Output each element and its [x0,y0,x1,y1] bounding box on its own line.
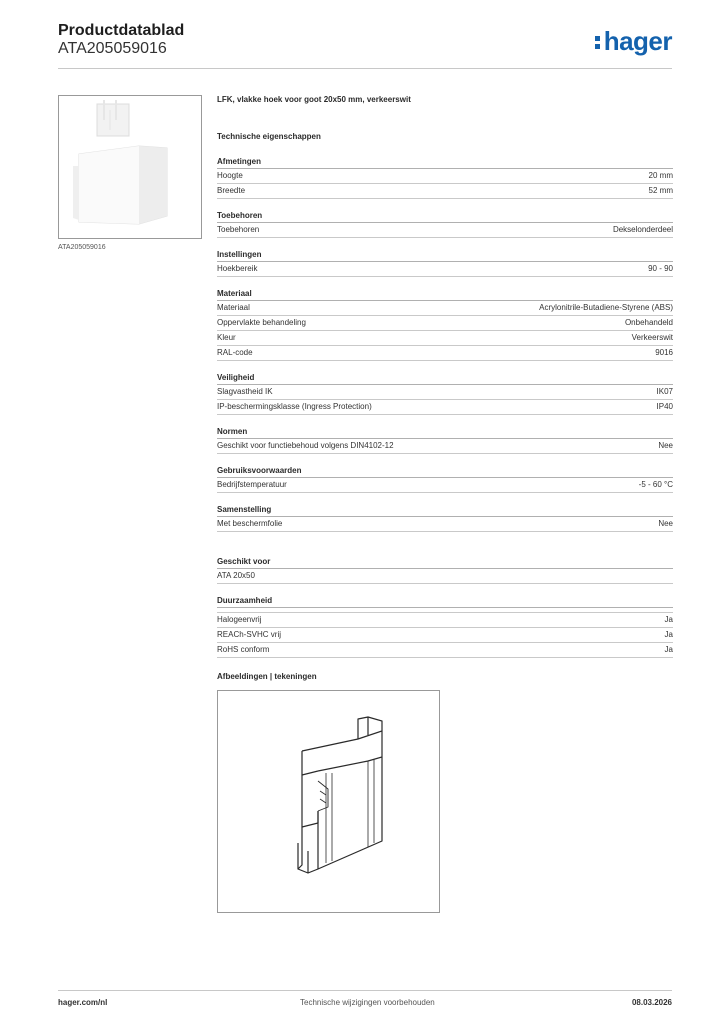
spec-row [217,223,673,238]
spec-row [217,301,673,316]
group-title: Materiaal [217,287,673,301]
spec-row [217,612,673,628]
group-title: Toebehoren [217,209,673,223]
spec-row [217,331,673,346]
spec-value: Onbehandeld [624,318,673,327]
technical-drawing [217,690,440,913]
spec-value: Ja [664,630,673,639]
spec-value: Dekselonderdeel [612,225,673,234]
spec-group-afmetingen [217,155,673,199]
spec-row [217,517,673,532]
drawings-heading: Afbeeldingen | tekeningen [217,672,317,681]
spec-group-instellingen [217,248,673,277]
spec-row [217,628,673,643]
spec-label: Materiaal [217,303,250,312]
spec-row [217,184,673,199]
spec-value: Ja [664,615,673,624]
spec-row [217,569,673,584]
product-title: LFK, vlakke hoek voor goot 20x50 mm, verkeerswit [217,95,411,104]
group-title: Instellingen [217,248,673,262]
spec-row [217,643,673,658]
spec-group-materiaal [217,287,673,361]
spec-label: RoHS conform [217,645,270,654]
spec-label: REACh-SVHC vrij [217,630,282,639]
spec-label: Hoogte [217,171,243,180]
group-title: Samenstelling [217,503,673,517]
hager-logo [595,28,672,54]
document-title: Productdatablad [58,22,185,39]
spec-label: Kleur [217,333,236,342]
spec-label: Oppervlakte behandeling [217,318,306,327]
spec-value: IK07 [656,387,673,396]
product-thumbnail [58,95,202,239]
group-title: Afmetingen [217,155,673,169]
spec-value: IP40 [656,402,673,411]
group-title: Veiligheid [217,371,673,385]
spec-group-toebehoren [217,209,673,238]
spec-group-samenstelling [217,503,673,532]
spec-group-gebruiksvoorwaarden [217,464,673,493]
spec-group-duurzaamheid [217,594,673,658]
group-title: Geschikt voor [217,555,673,569]
spec-value: 20 mm [648,171,673,180]
footer-divider [58,990,672,991]
footer-date: 08.03.2026 [631,998,672,1007]
footer-disclaimer: Technische wijzigingen voorbehouden [300,998,435,1007]
spec-label: Met beschermfolie [217,519,283,528]
group-title: Gebruiksvoorwaarden [217,464,673,478]
spec-value: 9016 [655,348,673,357]
spec-value: -5 - 60 °C [638,480,673,489]
group-title: Normen [217,425,673,439]
spec-label: Geschikt voor functiebehoud volgens DIN4102-12 [217,441,394,450]
product-photo-icon [59,96,201,238]
flat-angle-drawing-icon [218,691,439,912]
spec-row [217,169,673,184]
spec-label: RAL-code [217,348,253,357]
spec-label: Hoekbereik [217,264,258,273]
spec-label: Slagvastheid IK [217,387,273,396]
spec-label: Halogeenvrij [217,615,262,624]
spec-group-normen [217,425,673,454]
spec-row [217,385,673,400]
spec-row [217,262,673,277]
logo-text: hager [603,26,672,56]
spec-row [217,316,673,331]
spec-value: Verkeerswit [631,333,673,342]
logo-mark-icon [595,36,601,52]
spec-value: Acrylonitrile-Butadiene-Styrene (ABS) [539,303,673,312]
spec-label: IP-beschermingsklasse (Ingress Protection) [217,402,372,411]
spec-label: Bedrijfstemperatuur [217,480,287,489]
tech-heading: Technische eigenschappen [217,132,321,141]
spec-value: Nee [658,519,673,528]
spec-section [217,95,673,695]
spec-value: Nee [658,441,673,450]
spec-label: Toebehoren [217,225,260,234]
footer-website-link[interactable]: hager.com/nl [58,998,108,1007]
spec-label: Breedte [217,186,246,195]
spec-group-geschikt-voor [217,555,673,584]
spec-value: 90 - 90 [648,264,673,273]
spec-row [217,439,673,454]
spec-value: 52 mm [648,186,673,195]
spec-value: Ja [664,645,673,654]
spec-row [217,400,673,415]
spec-group-veiligheid [217,371,673,415]
thumbnail-caption: ATA205059016 [58,244,106,251]
spec-row [217,346,673,361]
product-code: ATA205059016 [58,40,167,57]
spec-label: ATA 20x50 [217,571,255,580]
header-divider [58,68,672,69]
spec-row [217,478,673,493]
group-title: Duurzaamheid [217,594,673,608]
